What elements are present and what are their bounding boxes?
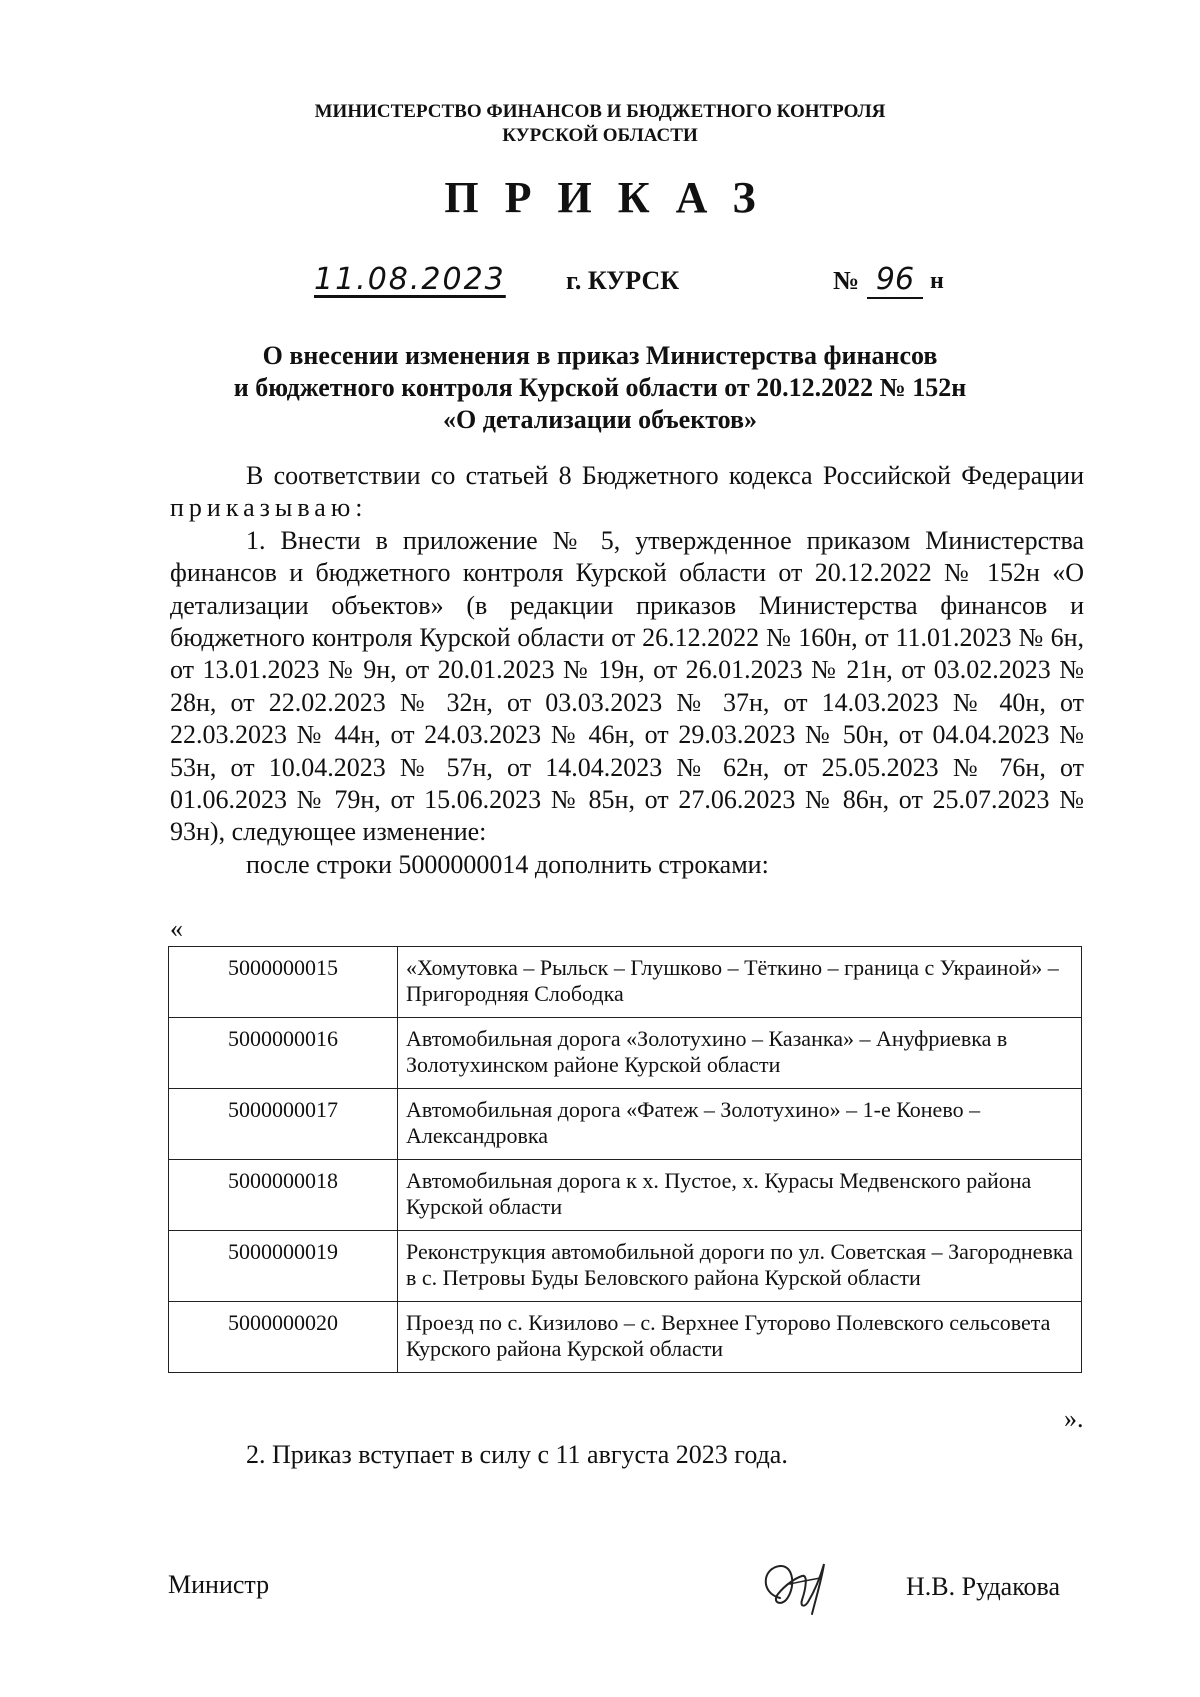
handwritten-signature-icon [750, 1548, 840, 1623]
handwritten-number: 96 [867, 262, 923, 299]
table-row [169, 1302, 1082, 1373]
row-code: 5000000019 [169, 1231, 398, 1302]
table-row [169, 1089, 1082, 1160]
row-name: «Хомутовка – Рыльск – Глушково – Тёткино – граница с Украиной» – Пригородняя Слободка [398, 947, 1082, 1018]
row-name: Автомобильная дорога «Фатеж – Золотухино» – 1-е Конево – Александровка [398, 1089, 1082, 1160]
city: г. КУРСК [566, 266, 680, 295]
table-row [169, 947, 1082, 1018]
row-name: Автомобильная дорога к х. Пустое, х. Курасы Медвенского района Курской области [398, 1160, 1082, 1231]
point-1-paragraph: 1. Внести в приложение № 5, утвержденное приказом Министерства финансов и бюджетного контроля Курской области от 20.12.2022 № 152н «О детализации объектов» (в редакции приказов Министерства финансов и бюджетного контроля Курской области от 26.12.2022 № 160н, от 11.01.2023 № 6н, от 13.01.2023 № 9н, от 20.01.2023 № 19н, от 26.01.2023 № 21н, от 03.02.2023 № 28н, от 22.02.2023 № 32н, от 03.03.2023 № 37н, от 14.03.2023 № 40н, от 22.03.2023 № 44н, от 24.03.2023 № 46н, от 29.03.2023 № 50н, от 04.04.2023 № 53н, от 10.04.2023 № 57н, от 14.04.2023 № 62н, от 25.05.2023 № 76н, от 01.06.2023 № 79н, от 15.06.2023 № 85н, от 27.06.2023 № 86н, от 25.07.2023 № 93н), следующее изменение: [170, 525, 1084, 847]
row-name: Реконструкция автомобильной дороги по ул. Советская – Загородневка в с. Петровы Буды Беловского района Курской области [398, 1231, 1082, 1302]
table-row [169, 1160, 1082, 1231]
row-code: 5000000016 [169, 1018, 398, 1089]
point-2-paragraph: 2. Приказ вступает в силу с 11 августа 2023 года. [246, 1440, 788, 1469]
number-suffix: н [930, 268, 944, 294]
ministry-line-1: МИНИСТЕРСТВО ФИНАНСОВ И БЮДЖЕТНОГО КОНТРОЛЯ [314, 101, 886, 122]
signatory-name: Н.В. Рудакова [906, 1572, 1060, 1601]
after-line-paragraph: после строки 5000000014 дополнить строками: [246, 849, 769, 879]
open-quote: « [170, 914, 183, 943]
table-row [169, 1231, 1082, 1302]
order-body [170, 460, 1084, 881]
row-code: 5000000020 [169, 1302, 398, 1373]
preamble-paragraph [170, 460, 1084, 525]
order-subject [0, 340, 1200, 436]
date-line [0, 262, 1200, 302]
ministry-line-2: КУРСКОЙ ОБЛАСТИ [502, 125, 698, 146]
subject-line-1: О внесении изменения в приказ Министерства финансов [262, 341, 938, 370]
subject-line-3: «О детализации объектов» [442, 405, 758, 434]
close-quote: ». [1064, 1404, 1084, 1433]
signatory-position: Министр [168, 1570, 270, 1599]
preamble-text: В соответствии со статьей 8 Бюджетного кодекса Российской Федерации [246, 461, 1084, 490]
objects-table [168, 946, 1082, 1373]
row-code: 5000000018 [169, 1160, 398, 1231]
subject-line-2: и бюджетного контроля Курской области от 20.12.2022 № 152н [233, 373, 967, 402]
row-code: 5000000017 [169, 1089, 398, 1160]
order-word: приказываю: [170, 493, 368, 523]
row-code: 5000000015 [169, 947, 398, 1018]
ministry-header [0, 100, 1200, 148]
row-name: Автомобильная дорога «Золотухино – Казанка» – Ануфриевка в Золотухинском районе Курской области [398, 1018, 1082, 1089]
handwritten-date: 11.08.2023 [314, 262, 506, 297]
row-name: Проезд по с. Кизилово – с. Верхнее Гуторово Полевского сельсовета Курского района Курской области [398, 1302, 1082, 1373]
table-row [169, 1018, 1082, 1089]
order-title: ПРИКАЗ [444, 173, 782, 222]
number-sign: № [833, 266, 860, 295]
